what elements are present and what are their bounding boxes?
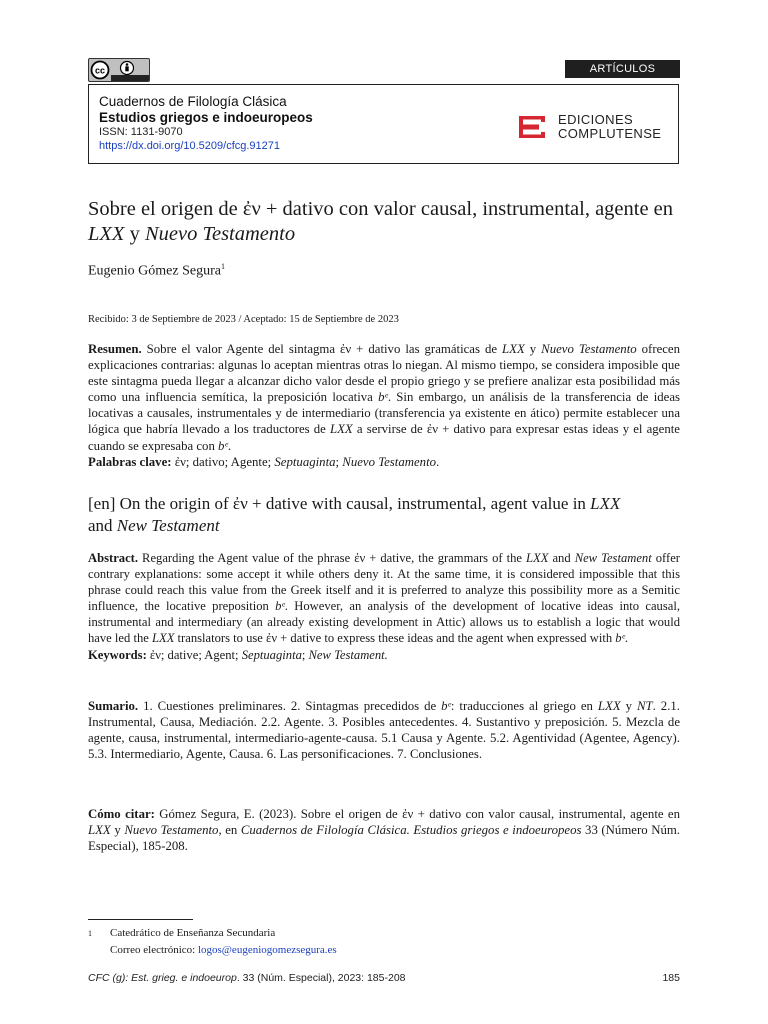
citar-journal: Cuadernos de Filología Clásica. Estudios griegos e indoeuropeos [240,823,582,838]
en-title-text: [en] On the origin of ἐν + dative with causal, instrumental, agent value in [88,494,591,513]
cc-by-license-icon[interactable] [88,58,150,82]
english-title [88,493,688,537]
sumario-lxx: LXX [597,699,621,713]
keyword-nt: Nuevo Testamento [342,454,437,469]
sumario-nt: NT [637,699,653,713]
footnote-affiliation: Catedrático de Enseñanza Secundaria [110,927,276,939]
citar-text: , en [218,823,241,838]
resumen-text: Sobre el valor Agente del sintagma ἐν + dativo las gramáticas de [141,342,503,356]
footer-citation [88,972,406,984]
title-text: Sobre el origen de ἐν + dativo con valor causal, instrumental, agente en [88,198,674,220]
sumario-label: Sumario. [88,699,139,713]
abstract-text: and [548,551,575,565]
publisher-line2: COMPLUTENSE [558,126,662,141]
publisher-name [558,113,661,141]
keyword-nt: New Testament. [308,647,388,662]
abstract-label: Abstract. [88,551,139,565]
keywords-text: ; [301,647,309,662]
abstract-text: Regarding the Agent value of the phrase ἐν + dative, the grammars of the [138,551,527,565]
abstract-block [88,550,680,663]
resumen-block [88,341,680,470]
abstract-text: . However, an analysis of the development of locative ideas into causal, instrumental and intermediary (an already existing development in Attic) allows us to establish a logic that would have led the [88,599,680,646]
keywords-text: ἐν; dativo; Agente; [171,454,275,469]
footnote [88,925,337,959]
journal-header-box [88,84,679,164]
footer-journal-abbrev: CFC (g): Est. grieg. e indoeurop [88,972,237,984]
publisher-line1: EDICIONES [558,112,634,127]
sumario-be: bᵉ [441,699,451,713]
resumen-nt: Nuevo Testamento [541,342,637,356]
palabras-clave-label: Palabras clave: [88,454,172,469]
email-label: Correo electrónico: [110,944,198,956]
abstract-lxx: LXX [526,551,549,565]
article-title [88,197,688,247]
resumen-be: bᵉ [378,390,388,405]
keywords-label: Keywords: [88,647,147,662]
citar-text: Gómez Segura, E. (2023). Sobre el origen de ἐν + dativo con valor causal, instrumental, agente en [154,807,680,821]
footnote-divider [88,919,193,920]
section-badge: ARTÍCULOS [565,60,680,78]
abstract-be: bᵉ [615,631,625,646]
resumen-lxx: LXX [502,342,525,356]
sumario-text: 1. Cuestiones preliminares. 2. Sintagmas precedidos de [138,699,442,713]
sumario-text: : traducciones al griego en [450,699,598,713]
sumario-text: . 2.1. Instrumental, Causa, Mediación. 2.2. Agente. 3. Posibles antecedentes. 4. Sustantivo y preposición. 5. Mezcla de agente, causa, instrumental, intermediario-agente-causa. 5.1 Causa y Agente. 5.2. Agentividad (Agentee, Agency). 5.3. Intermediario, Agente, Causa. 6. Las personificaciones. 7. Conclusiones. [88,699,681,762]
doi-link[interactable]: https://dx.doi.org/10.5209/cfcg.91271 [99,140,281,152]
en-title-text: and [88,516,117,535]
como-citar-label: Cómo citar: [88,807,155,821]
keyword-septuaginta: Septuaginta [241,647,302,662]
resumen-label: Resumen. [88,342,142,356]
resumen-text: . Sin embargo, un análisis de la transferencia de ideas locativas a causales, instrumentales y de intermediario (transferencia ya existente en ático) permite establecer una lógica que habría llevado a los traductores de [88,390,680,437]
keywords-text: ἐν; dative; Agent; [146,647,242,662]
title-conj: y [124,223,145,245]
keywords-text: . [436,454,440,469]
citar-text: 33 (Número Núm. Especial), 185-208. [88,823,680,854]
citar-text: y [110,823,125,838]
abstract-text: translators to use ἐν + dative to express these ideas and the agent when expressed with [174,631,616,646]
abstract-lxx: LXX [152,631,175,646]
resumen-text: a servirse de ἐν + dativo para expresar estas ideas y el agente cuando se expresaba con [88,422,680,453]
issn: ISSN: 1131-9070 [99,126,183,138]
abstract-be: bᵉ [275,599,285,614]
received-accepted-dates: Recibido: 3 de Septiembre de 2023 / Aceptado: 15 de Septiembre de 2023 [88,314,399,325]
page-number: 185 [662,972,680,984]
abstract-text: offer contrary explanations: some accept it while others deny it. At the same time, it is considered impossible that this phrase could reach this value from the Greek itself and it is preferred to analyze this possibility more as a Semitic influence, the locative preposition [88,551,681,614]
email-link[interactable]: logos@eugeniogomezsegura.es [197,944,337,956]
journal-subtitle: Estudios griegos e indoeuropeos [99,110,313,125]
resumen-text: ofrecen explicaciones contrarias: algunas lo aceptan mientras otras lo niegan. Al mismo tiempo, se considera imposible que este sintagma pueda llegar a alcanzar dicho valor desde el propio griego y se prefiere analizar esta posibilidad más como una influencia semítica, la preposición locativa [88,342,681,405]
resumen-text: . [227,438,232,453]
como-citar-block [88,806,680,854]
resumen-be: bᵉ [218,438,228,453]
author-footnote-ref[interactable]: 1 [220,262,225,271]
title-lxx: LXX [88,223,125,245]
abstract-nt: New Testament [574,551,652,565]
resumen-lxx: LXX [330,422,353,437]
author [88,262,225,280]
citar-lxx: LXX [88,823,111,838]
citar-nt: Nuevo Testamento [124,823,219,838]
ediciones-complutense-logo-icon [517,114,547,140]
en-title-nt: New Testament [116,516,220,535]
footer-volume: . 33 (Núm. Especial), 2023: 185-208 [236,972,406,984]
footnote-number: 1 [88,929,92,938]
keywords-text: ; [335,454,343,469]
abstract-text: . [624,631,629,646]
sumario-block [88,698,680,762]
resumen-text: y [524,342,542,356]
en-title-lxx: LXX [590,494,621,513]
title-nt: Nuevo Testamento [144,223,296,245]
author-name: Eugenio Gómez Segura [88,263,221,279]
journal-name: Cuadernos de Filología Clásica [99,94,287,109]
keyword-septuaginta: Septuaginta [274,454,336,469]
sumario-text: y [620,699,637,713]
svg-text:cc: cc [94,65,106,76]
